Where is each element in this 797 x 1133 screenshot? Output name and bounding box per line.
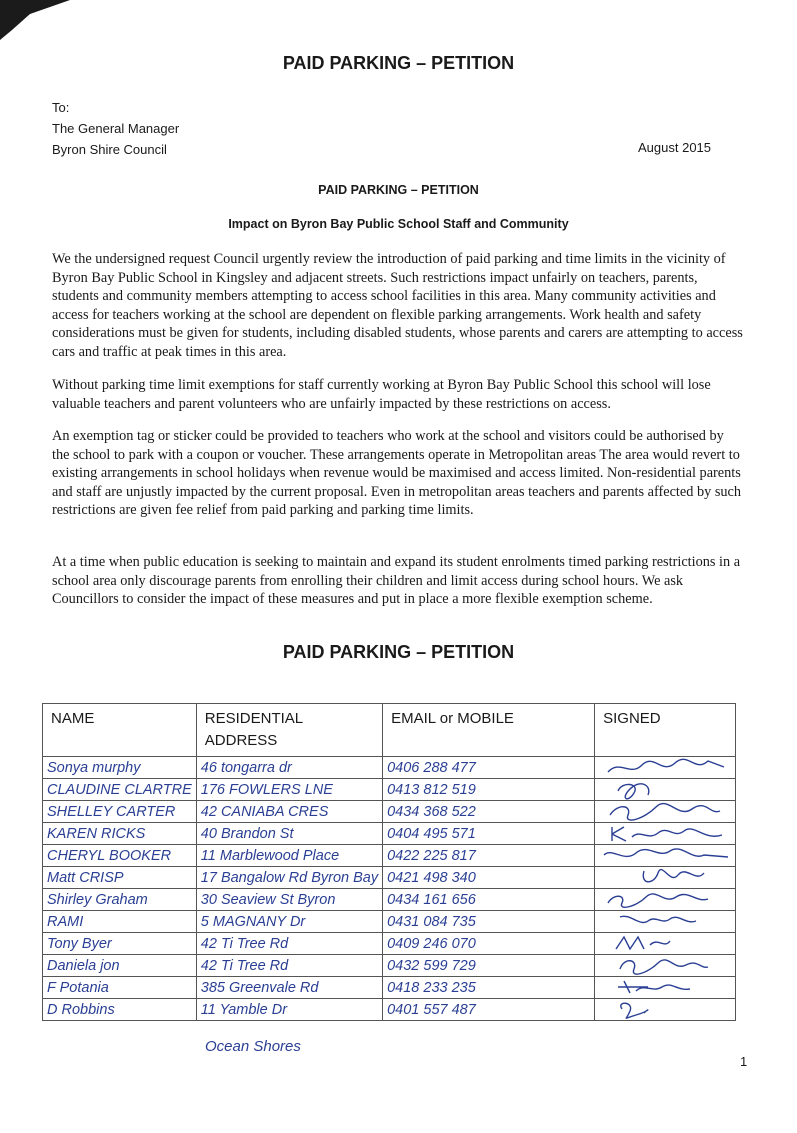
signer-contact: 0406 288 477 xyxy=(383,757,595,779)
signer-address: 42 Ti Tree Rd xyxy=(196,955,382,977)
petition-table xyxy=(42,703,736,1021)
table-row xyxy=(43,801,736,823)
table-row xyxy=(43,779,736,801)
table-row xyxy=(43,867,736,889)
handwritten-signature xyxy=(599,845,731,866)
signer-address: 176 FOWLERS LNE xyxy=(196,779,382,801)
paragraph-exemptions: Without parking time limit exemptions for staff currently working at Byron Bay Public School this school will lose valuable teachers and parent volunteers who are unfairly impacted by these restrictions on access. xyxy=(52,377,711,412)
signer-name: RAMI xyxy=(43,911,197,933)
signer-address: 30 Seaview St Byron xyxy=(196,889,382,911)
signer-name: KAREN RICKS xyxy=(43,823,197,845)
paragraph-request: We the undersigned request Council urgently review the introduction of paid parking and time limits in the vicinity of Byron Bay Public School in Kingsley and adjacent streets. Such restrictions impact unfairly on teachers, parents, students and community members attempting to access school facilities in this area. Many community activities and access for teachers working at the school are dependent on flexible parking arrangements. Work health and safety considerations must be given for students, including disabled students, whose parents and carers are attempting to access cars and traffic at peak times in this area. xyxy=(52,251,743,360)
table-header-row xyxy=(43,704,736,757)
signer-address: 17 Bangalow Rd Byron Bay xyxy=(196,867,382,889)
impact-title: Impact on Byron Bay Public School Staff and Community xyxy=(228,217,569,231)
signer-name: Daniela jon xyxy=(43,955,197,977)
handwritten-signature xyxy=(599,757,731,778)
page-title: PAID PARKING – PETITION xyxy=(282,53,515,73)
signer-contact: 0413 812 519 xyxy=(383,779,595,801)
table-row xyxy=(43,999,736,1021)
signer-name: F Potania xyxy=(43,977,197,999)
table-row xyxy=(43,889,736,911)
signer-name: Sonya murphy xyxy=(43,757,197,779)
signature-cell xyxy=(595,823,736,845)
signer-name: SHELLEY CARTER xyxy=(43,801,197,823)
signature-cell xyxy=(595,867,736,889)
signature-cell xyxy=(595,955,736,977)
signer-name: Shirley Graham xyxy=(43,889,197,911)
signer-address: 42 CANIABA CRES xyxy=(196,801,382,823)
signer-name: Tony Byer xyxy=(43,933,197,955)
signer-address: 42 Ti Tree Rd xyxy=(196,933,382,955)
column-header-address: RESIDENTIAL ADDRESS xyxy=(196,704,382,757)
signer-contact: 0404 495 571 xyxy=(383,823,595,845)
signer-name: Matt CRISP xyxy=(43,867,197,889)
column-header-name: NAME xyxy=(43,704,197,757)
signer-name: CHERYL BOOKER xyxy=(43,845,197,867)
signer-contact: 0431 084 735 xyxy=(383,911,595,933)
signature-cell xyxy=(595,999,736,1021)
handwritten-signature xyxy=(599,823,731,844)
signer-name: CLAUDINE CLARTRE xyxy=(43,779,197,801)
column-header-contact: EMAIL or MOBILE xyxy=(383,704,595,757)
addressee-name: The General Manager xyxy=(52,121,180,136)
table-row xyxy=(43,955,736,977)
signature-cell xyxy=(595,911,736,933)
signer-contact: 0434 161 656 xyxy=(383,889,595,911)
signer-address: 46 tongarra dr xyxy=(196,757,382,779)
signer-contact: 0421 498 340 xyxy=(383,867,595,889)
signer-contact: 0434 368 522 xyxy=(383,801,595,823)
column-header-signed: SIGNED xyxy=(595,704,736,757)
handwritten-signature xyxy=(599,911,731,932)
handwritten-signature xyxy=(599,933,731,954)
signer-contact: 0401 557 487 xyxy=(383,999,595,1021)
handwritten-signature xyxy=(599,779,731,800)
signature-cell xyxy=(595,779,736,801)
addressee-organisation: Byron Shire Council xyxy=(52,142,167,157)
signer-address: 385 Greenvale Rd xyxy=(196,977,382,999)
table-row xyxy=(43,911,736,933)
handwritten-signature xyxy=(599,801,731,822)
paragraph-exemption-tag: An exemption tag or sticker could be provided to teachers who work at the school and visitors could be authorised by the school to park with a coupon or voucher. These arrangements operate in Metropolitan areas The area would revert to existing arrangements in school holidays when revenue would be maximised and access limited. Non-residential parents and staff are unjustly impacted by the current proposal. Even in metropolitan areas teachers and parents affected by such restrictions are given fee relief from paid parking and parking time limits. xyxy=(52,428,742,519)
signer-contact: 0409 246 070 xyxy=(383,933,595,955)
signer-contact: 0422 225 817 xyxy=(383,845,595,867)
table-row xyxy=(43,823,736,845)
paragraph-public-education: At a time when public education is seeking to maintain and expand its student enrolments timed parking restrictions in a school area only discourage parents from enrolling their children and limit access during school hours. We ask Councillors to consider the impact of these measures and put in place a more flexible exemption scheme. xyxy=(52,554,741,608)
handwritten-address-continuation: Ocean Shores xyxy=(205,1038,301,1055)
signer-contact: 0418 233 235 xyxy=(383,977,595,999)
handwritten-signature xyxy=(599,867,731,888)
signature-cell xyxy=(595,889,736,911)
table-row xyxy=(43,845,736,867)
table-row xyxy=(43,757,736,779)
signature-cell xyxy=(595,977,736,999)
signer-name: D Robbins xyxy=(43,999,197,1021)
scan-artifact xyxy=(0,0,70,40)
handwritten-signature xyxy=(599,977,731,998)
signature-cell xyxy=(595,801,736,823)
handwritten-signature xyxy=(599,999,731,1020)
signer-contact: 0432 599 729 xyxy=(383,955,595,977)
signer-address: 5 MAGNANY Dr xyxy=(196,911,382,933)
petition-table-title: PAID PARKING – PETITION xyxy=(282,642,515,662)
addressee-to: To: xyxy=(52,100,70,115)
signer-address: 11 Yamble Dr xyxy=(196,999,382,1021)
signature-cell xyxy=(595,933,736,955)
handwritten-signature xyxy=(599,955,731,976)
letter-date: August 2015 xyxy=(638,140,712,155)
table-row xyxy=(43,977,736,999)
signature-cell xyxy=(595,757,736,779)
signer-address: 11 Marblewood Place xyxy=(196,845,382,867)
signature-cell xyxy=(595,845,736,867)
page-number: 1 xyxy=(740,1054,748,1069)
handwritten-signature xyxy=(599,889,731,910)
petition-subtitle: PAID PARKING – PETITION xyxy=(318,183,479,197)
signer-address: 40 Brandon St xyxy=(196,823,382,845)
table-row xyxy=(43,933,736,955)
